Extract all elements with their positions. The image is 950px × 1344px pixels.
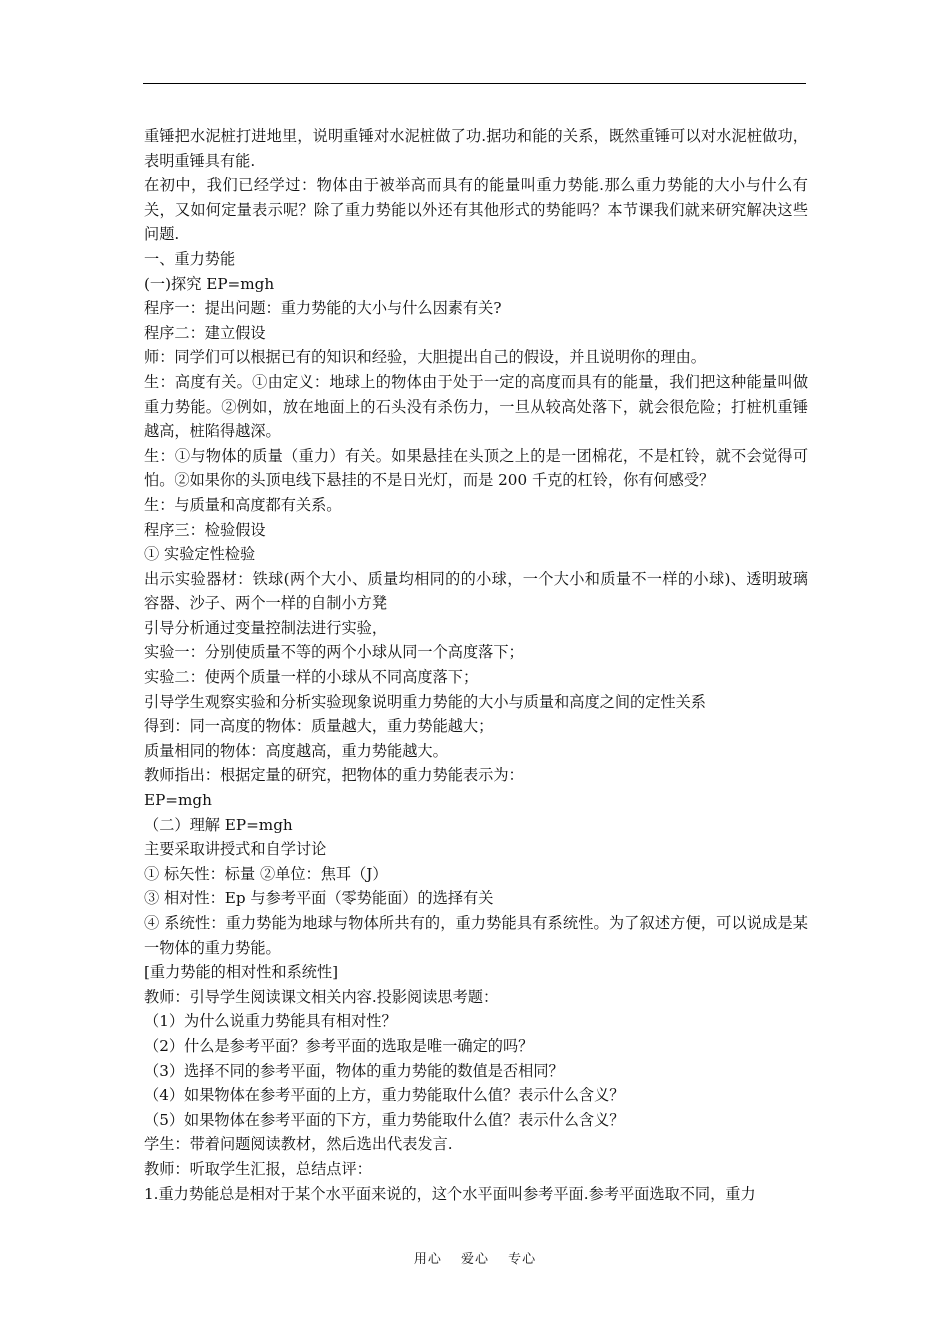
paragraph: ③ 相对性：Ep 与参考平面（零势能面）的选择有关 bbox=[144, 889, 494, 908]
paragraph: 教师指出：根据定量的研究，把物体的重力势能表示为： bbox=[144, 766, 524, 785]
paragraph: 师：同学们可以根据已有的知识和经验，大胆提出自己的假设，并且说明你的理由。 bbox=[144, 348, 706, 367]
paragraph: 引导分析通过变量控制法进行实验， bbox=[144, 618, 387, 637]
question-item: （5）如果物体在参考平面的下方，重力势能取什么值？表示什么含义？ bbox=[144, 1110, 625, 1129]
section-heading: 一、重力势能 bbox=[144, 249, 236, 268]
question-item: （2）什么是参考平面？参考平面的选取是唯一确定的吗？ bbox=[144, 1036, 534, 1055]
paragraph: [重力势能的相对性和系统性] bbox=[144, 963, 339, 982]
document-body bbox=[144, 124, 808, 1206]
paragraph: 得到：同一高度的物体：质量越大，重力势能越大； bbox=[144, 717, 494, 736]
paragraph: 生：高度有关。①由定义：地球上的物体由于处于一定的高度而具有的能量，我们把这种能量叫做重力势能。②例如，放在地面上的石头没有杀伤力，一旦从较高处落下，就会很危险；打桩机重锤越高，桩陷得越深。 bbox=[144, 372, 808, 441]
paragraph: 教师：听取学生汇报，总结点评： bbox=[144, 1159, 372, 1178]
subsection-heading: （二）理解 EP=mgh bbox=[144, 815, 293, 834]
paragraph: 质量相同的物体：高度越高，重力势能越大。 bbox=[144, 741, 448, 760]
question-item: （4）如果物体在参考平面的上方，重力势能取什么值？表示什么含义？ bbox=[144, 1086, 625, 1105]
paragraph: 教师：引导学生阅读课文相关内容.投影阅读思考题： bbox=[144, 987, 499, 1006]
paragraph: ① 标矢性：标量 ②单位：焦耳（J） bbox=[144, 864, 388, 883]
paragraph: 1.重力势能总是相对于某个水平面来说的，这个水平面叫参考平面.参考平面选取不同，重力 bbox=[144, 1184, 756, 1203]
paragraph: 实验一：分别使质量不等的两个小球从同一个高度落下； bbox=[144, 643, 524, 662]
paragraph: 程序二：建立假设 bbox=[144, 323, 266, 342]
paragraph: 生：与质量和高度都有关系。 bbox=[144, 495, 342, 514]
paragraph: 出示实验器材：铁球(两个大小、质量均相同的的小球，一个大小和质量不一样的小球)、透明玻璃容器、沙子、两个一样的自制小方凳 bbox=[144, 569, 808, 613]
paragraph: 在初中，我们已经学过：物体由于被举高而具有的能量叫重力势能.那么重力势能的大小与什么有关，又如何定量表示呢？除了重力势能以外还有其他形式的势能吗？本节课我们就来研究解决这些问题. bbox=[144, 176, 808, 244]
question-item: （1）为什么说重力势能具有相对性？ bbox=[144, 1012, 397, 1031]
paragraph: 程序一：提出问题：重力势能的大小与什么因素有关? bbox=[144, 299, 502, 318]
page-footer: 用心 爱心 专心 bbox=[413, 1252, 537, 1267]
header-rule bbox=[143, 83, 806, 84]
paragraph: 学生：带着问题阅读教材，然后选出代表发言. bbox=[144, 1135, 453, 1154]
paragraph: 程序三：检验假设 bbox=[144, 520, 266, 539]
subsection-heading: (一)探究 EP=mgh bbox=[144, 274, 275, 293]
paragraph: 重锤把水泥桩打进地里，说明重锤对水泥桩做了功.据功和能的关系，既然重锤可以对水泥桩做功，表明重锤具有能. bbox=[144, 127, 808, 170]
formula: EP=mgh bbox=[144, 791, 212, 810]
paragraph: 引导学生观察实验和分析实验现象说明重力势能的大小与质量和高度之间的定性关系 bbox=[144, 692, 706, 711]
paragraph: 主要采取讲授式和自学讨论 bbox=[144, 840, 327, 859]
paragraph: 生：①与物体的质量（重力）有关。如果悬挂在头顶之上的是一团棉花，不是杠铃，就不会觉得可怕。②如果你的头顶电线下悬挂的不是日光灯，而是 200 千克的杠铃，你有何感受？ bbox=[144, 446, 808, 490]
question-item: （3）选择不同的参考平面，物体的重力势能的数值是否相同？ bbox=[144, 1061, 564, 1080]
paragraph: 实验二：使两个质量一样的小球从不同高度落下； bbox=[144, 668, 479, 687]
paragraph: ④ 系统性：重力势能为地球与物体所共有的，重力势能具有系统性。为了叙述方便，可以说成是某一物体的重力势能。 bbox=[144, 914, 808, 957]
paragraph: ① 实验定性检验 bbox=[144, 545, 256, 564]
